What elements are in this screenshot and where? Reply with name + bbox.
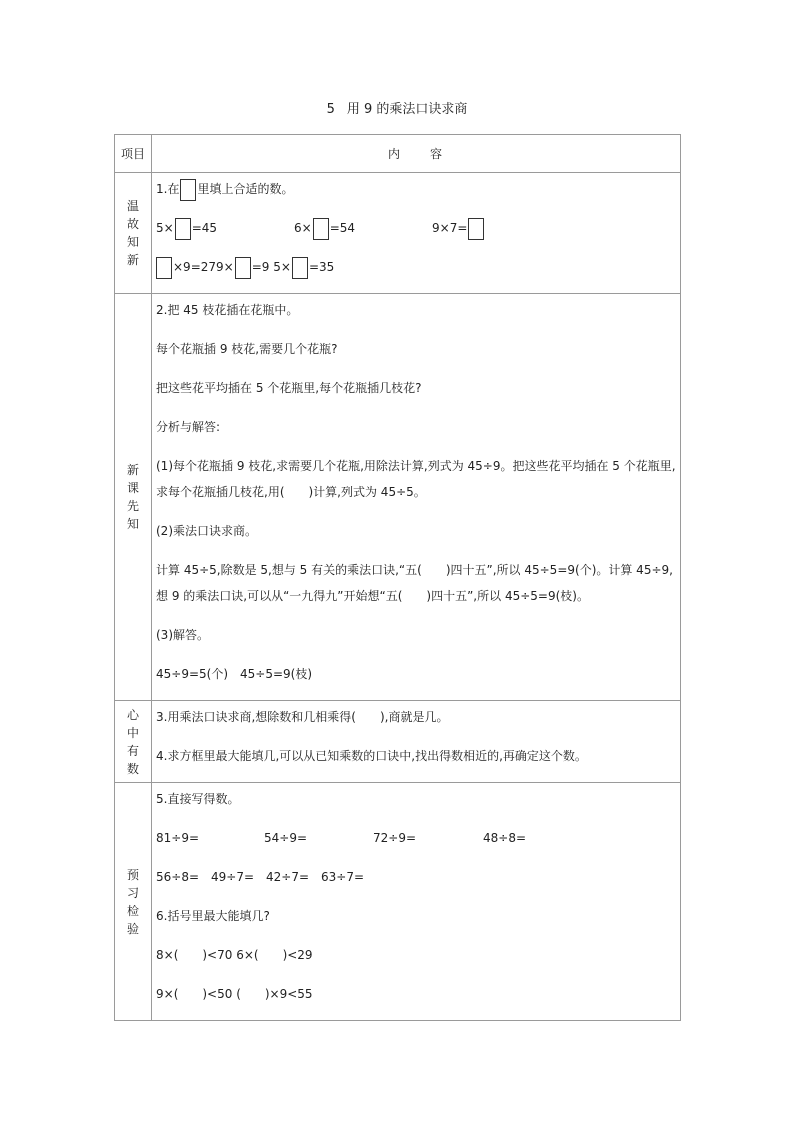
label-char: 检 [126,903,139,918]
header-content [152,135,681,173]
calc-item: 72÷9= [373,831,417,845]
expr: 9×7= [432,221,468,235]
calc-row-1 [156,825,676,864]
answer-box[interactable] [235,257,251,279]
fill-row-1: 8×( )<70 6×( )<29 [156,948,313,962]
section-label-preview [115,294,152,701]
expr: 5× [156,221,174,235]
calc-item: 81÷9= [156,831,200,845]
label-char: 知 [126,517,139,531]
answer-box [180,179,196,201]
label-char: 有 [126,743,139,758]
expr: =9 [251,260,270,274]
sub-question: 每个花瓶插 9 枝花,需要几个花瓶? [156,342,338,356]
label-char: 新 [126,253,139,267]
page-title [0,98,794,117]
label-char: 验 [126,921,139,936]
expr: =45 [191,221,218,235]
analysis-step-2-detail: 计算 45÷5,除数是 5,想与 5 有关的乘法口诀,“五( )四十五”,所以 45÷5=9(个)。计算 45÷9,想 9 的乘法口诀,可以从“一九得九”开始想“五( )四十五”,所以 45÷5=9(枝)。 [156,563,673,603]
question-5: 5.直接写得数。 [156,792,240,806]
analysis-heading: 分析与解答: [156,420,221,434]
section-label-review [115,173,152,294]
q1-suffix: 里填上合适的数。 [197,182,294,196]
question-2: 2.把 45 枝花插在花瓶中。 [156,303,299,317]
section-preview [115,294,681,701]
section-mind [115,701,681,783]
review-row-2 [156,254,676,293]
lesson-table [114,134,681,1021]
section-review [115,173,681,294]
expr: =54 [329,221,356,235]
label-char: 新 [126,463,139,477]
answer-box[interactable] [313,218,329,240]
section-check [115,783,681,1021]
expr: =35 [308,260,335,274]
section-content-check [152,783,681,1021]
analysis-step-2: (2)乘法口诀求商。 [156,524,257,538]
expr: 6× [294,221,312,235]
answer-box[interactable] [175,218,191,240]
review-row-1 [156,215,676,254]
question-6: 6.括号里最大能填几? [156,909,270,923]
label-char: 课 [126,481,139,495]
q1-prefix: 1.在 [156,182,180,196]
answer-box[interactable] [468,218,484,240]
section-content-preview [152,294,681,701]
lesson-title: 用 9 的乘法口诀求商 [346,102,468,117]
label-char: 心 [126,707,139,722]
calc-row-2: 56÷8= 49÷7= 42÷7= 63÷7= [156,870,365,884]
label-char: 数 [126,761,139,776]
label-char: 中 [126,725,139,740]
label-char: 知 [126,235,139,249]
label-char: 习 [126,885,139,900]
label-char: 温 [126,199,139,213]
expr: 9× [216,260,234,274]
question-4: 4.求方框里最大能填几,可以从已知乘数的口诀中,找出得数相近的,再确定这个数。 [156,749,587,763]
answer-box[interactable] [292,257,308,279]
sub-question: 把这些花平均插在 5 个花瓶里,每个花瓶插几枝花? [156,381,422,395]
expr: 5× [273,260,291,274]
label-char: 预 [126,867,139,882]
analysis-step-3: (3)解答。 [156,628,209,642]
calc-item: 48÷8= [483,831,527,845]
question-1 [156,176,676,215]
lesson-number: 5 [326,102,335,117]
table-header-row [115,135,681,173]
section-content-review [152,173,681,294]
section-label-mind [115,701,152,783]
header-content-a: 内 [387,147,402,161]
label-char: 故 [126,217,139,231]
section-label-check [115,783,152,1021]
header-content-b: 容 [430,147,445,161]
header-item: 项目 [115,135,152,173]
analysis-step-1: (1)每个花瓶插 9 枝花,求需要几个花瓶,用除法计算,列式为 45÷9。把这些花平均插在 5 个花瓶里,求每个花瓶插几枝花,用( )计算,列式为 45÷5。 [156,459,676,499]
answer-box[interactable] [156,257,172,279]
label-char: 先 [126,499,139,513]
answer-line: 45÷9=5(个) 45÷5=9(枝) [156,667,313,681]
section-content-mind [152,701,681,783]
expr: ×9=27 [173,260,217,274]
question-3: 3.用乘法口诀求商,想除数和几相乘得( ),商就是几。 [156,710,449,724]
fill-row-2: 9×( )<50 ( )×9<55 [156,987,313,1001]
calc-item: 54÷9= [264,831,308,845]
